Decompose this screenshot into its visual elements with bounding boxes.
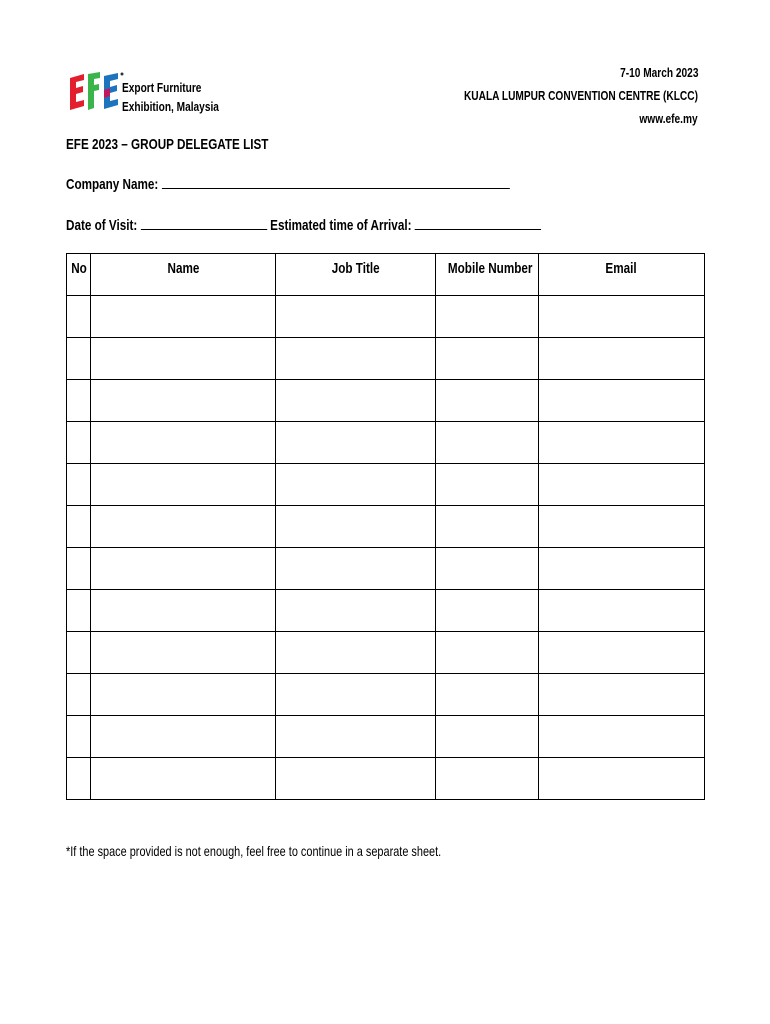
event-website: www.efe.my (639, 111, 698, 126)
efe-logo-icon (66, 70, 126, 116)
cell-mobile-number[interactable] (436, 296, 539, 338)
company-name-field[interactable] (162, 175, 510, 189)
cell-job-title[interactable] (276, 506, 436, 548)
cell-mobile-number[interactable] (436, 380, 539, 422)
cell-mobile-number[interactable] (436, 632, 539, 674)
cell-email[interactable] (539, 758, 705, 800)
cell-mobile-number[interactable] (436, 422, 539, 464)
table-row (67, 674, 705, 716)
delegate-rows (67, 296, 705, 800)
cell-no[interactable] (67, 296, 91, 338)
cell-no[interactable] (67, 632, 91, 674)
date-of-visit-field[interactable] (141, 216, 267, 230)
cell-email[interactable] (539, 464, 705, 506)
cell-job-title[interactable] (276, 590, 436, 632)
cell-email[interactable] (539, 380, 705, 422)
cell-name[interactable] (91, 338, 276, 380)
date-of-visit-label: Date of Visit: (66, 217, 138, 234)
cell-mobile-number[interactable] (436, 674, 539, 716)
table-row (67, 422, 705, 464)
cell-job-title[interactable] (276, 674, 436, 716)
cell-email[interactable] (539, 548, 705, 590)
cell-email[interactable] (539, 632, 705, 674)
brand-name (122, 78, 246, 116)
cell-job-title[interactable] (276, 380, 436, 422)
col-header-email: Email (539, 254, 705, 296)
col-header-no: No (67, 254, 91, 296)
table-row (67, 296, 705, 338)
cell-no[interactable] (67, 506, 91, 548)
cell-job-title[interactable] (276, 758, 436, 800)
brand-line-1: Export Furniture (122, 80, 202, 95)
cell-job-title[interactable] (276, 716, 436, 758)
form-title-text: EFE 2023 – GROUP DELEGATE LIST (66, 136, 269, 153)
company-name-label: Company Name: (66, 176, 159, 193)
cell-mobile-number[interactable] (436, 548, 539, 590)
cell-mobile-number[interactable] (436, 716, 539, 758)
event-info (398, 61, 698, 130)
form-title (66, 136, 326, 153)
cell-email[interactable] (539, 506, 705, 548)
table-row (67, 380, 705, 422)
cell-name[interactable] (91, 506, 276, 548)
table-row (67, 338, 705, 380)
cell-mobile-number[interactable] (436, 506, 539, 548)
cell-no[interactable] (67, 338, 91, 380)
event-date: 7-10 March 2023 (619, 65, 698, 80)
event-venue: KUALA LUMPUR CONVENTION CENTRE (KLCC) (464, 88, 698, 103)
footnote-text: *If the space provided is not enough, feel free to continue in a separate sheet. (66, 843, 442, 859)
cell-no[interactable] (67, 380, 91, 422)
brand-line-2: Exhibition, Malaysia (122, 99, 219, 114)
visit-details-row (66, 216, 675, 234)
table-row (67, 716, 705, 758)
table-row (67, 506, 705, 548)
cell-mobile-number[interactable] (436, 758, 539, 800)
cell-name[interactable] (91, 548, 276, 590)
cell-email[interactable] (539, 716, 705, 758)
cell-name[interactable] (91, 296, 276, 338)
cell-email[interactable] (539, 674, 705, 716)
arrival-time-field[interactable] (415, 216, 541, 230)
cell-job-title[interactable] (276, 422, 436, 464)
cell-mobile-number[interactable] (436, 464, 539, 506)
cell-job-title[interactable] (276, 464, 436, 506)
cell-job-title[interactable] (276, 296, 436, 338)
cell-name[interactable] (91, 632, 276, 674)
footnote (66, 843, 547, 859)
cell-email[interactable] (539, 338, 705, 380)
table-header-row (67, 254, 705, 296)
cell-no[interactable] (67, 548, 91, 590)
arrival-time-label: Estimated time of Arrival: (270, 217, 412, 234)
cell-name[interactable] (91, 590, 276, 632)
table-row (67, 590, 705, 632)
cell-name[interactable] (91, 464, 276, 506)
cell-name[interactable] (91, 422, 276, 464)
table-row (67, 758, 705, 800)
cell-email[interactable] (539, 590, 705, 632)
cell-job-title[interactable] (276, 632, 436, 674)
cell-mobile-number[interactable] (436, 590, 539, 632)
cell-name[interactable] (91, 758, 276, 800)
cell-no[interactable] (67, 674, 91, 716)
cell-no[interactable] (67, 758, 91, 800)
cell-no[interactable] (67, 464, 91, 506)
cell-job-title[interactable] (276, 338, 436, 380)
cell-email[interactable] (539, 296, 705, 338)
col-header-job-title: Job Title (276, 254, 436, 296)
table-row (67, 548, 705, 590)
cell-no[interactable] (67, 590, 91, 632)
cell-name[interactable] (91, 380, 276, 422)
cell-job-title[interactable] (276, 548, 436, 590)
cell-no[interactable] (67, 422, 91, 464)
table-row (67, 464, 705, 506)
col-header-mobile-number: Mobile Number (436, 254, 539, 296)
company-name-row (66, 175, 635, 193)
table-row (67, 632, 705, 674)
cell-no[interactable] (67, 716, 91, 758)
col-header-name: Name (91, 254, 276, 296)
cell-email[interactable] (539, 422, 705, 464)
delegate-table (66, 253, 705, 800)
cell-mobile-number[interactable] (436, 338, 539, 380)
cell-name[interactable] (91, 674, 276, 716)
cell-name[interactable] (91, 716, 276, 758)
